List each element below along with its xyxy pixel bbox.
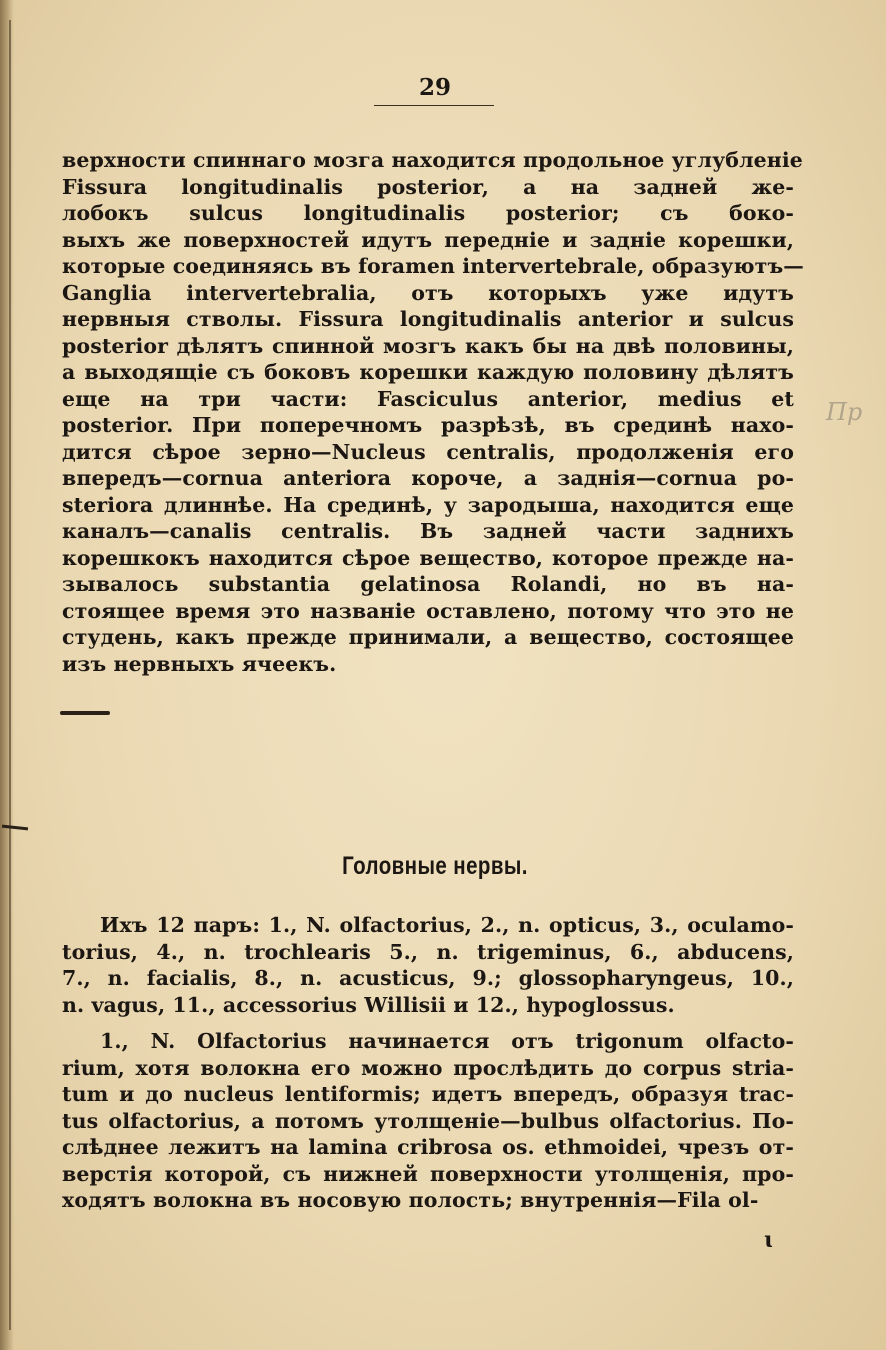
text-line: зывалось substantia gelatinosa Rolandi, но въ на- <box>62 572 794 596</box>
text-line: верхности спиннаго мозга находится продольное углубленiе <box>62 148 803 172</box>
text-line: posterior дѣлятъ спинной мозгъ какъ бы на двѣ половины, <box>62 333 794 358</box>
section-end-dash <box>60 711 110 715</box>
text-line: torius, 4., n. trochlearis 5., n. trigeminus, 6., abducens, <box>62 939 794 964</box>
text-line: Gangliа intervertebralia, отъ которыхъ уже идутъ <box>62 280 794 305</box>
paragraph-spinal-cord <box>62 147 804 677</box>
text-line: верстiя которой, съ нижней поверхности утолщенiя, про- <box>62 1161 794 1186</box>
pencil-margin-note: Пр <box>826 398 863 426</box>
paragraph-cranial-nerves-list <box>62 912 794 1018</box>
text-line: а выходящiе съ боковъ корешки каждую половину дѣлятъ <box>62 360 794 384</box>
text-line: 1., N. Olfactorius начинается отъ trigonum olfacto- <box>100 1029 794 1053</box>
text-line: tus olfactorius, а потомъ утолщенiе—bulbus olfactorius. По- <box>62 1108 794 1133</box>
section-heading: Головные нервы. <box>342 852 528 880</box>
text-line: лобокъ sulcus longitudinalis posterior; съ боко- <box>62 201 794 225</box>
text-line: n. vagus, 11., accessorius Willisii и 12., hypoglossus. <box>62 992 675 1017</box>
text-line: выхъ же поверхностей идутъ переднiе и заднiе корешки, <box>62 227 794 252</box>
text-line: tum и до nucleus lentiformis; идетъ впередъ, образуя trac- <box>62 1082 794 1106</box>
text-line: впередъ—cornua anteriora короче, а заднiя—cornua po- <box>62 466 795 490</box>
page-left-rule <box>9 20 11 1330</box>
text-line: каналъ—canalis centralis. Въ задней части заднихъ <box>62 519 794 543</box>
page-binding-edge <box>0 0 14 1350</box>
ink-margin-mark: ɩ <box>764 1227 773 1253</box>
text-line: нервныя стволы. Fissura longitudinalis anterior и sulcus <box>62 307 794 331</box>
page-number-rule <box>374 105 494 106</box>
text-line: корешкокъ находится сѣрое вещество, которое прежде на- <box>62 545 794 570</box>
text-line: 7., n. facialis, 8., n. acusticus, 9.; glossopharyngeus, 10., <box>62 966 794 990</box>
text-line: Fissura longitudinalis posterior, а на задней же- <box>62 174 794 199</box>
text-line: студень, какъ прежде принимали, а вещество, состоящее <box>62 625 794 649</box>
text-line: ходятъ волокна въ носовую полость; внутреннiя—Fila ol- <box>62 1188 759 1212</box>
text-line: еще на три части: Fasciculus anterior, medius et <box>62 386 794 411</box>
text-line: которые соединяясь въ foramen intervertebrale, образуютъ— <box>62 254 804 278</box>
page-number: 29 <box>418 74 451 101</box>
text-line: rium, хотя волокна его можно прослѣдить до corpus stria- <box>62 1055 794 1080</box>
text-line: дится сѣрое зерно—Nucleus centralis, продолженiя его <box>62 439 794 464</box>
text-line: изъ нервныхъ ячеекъ. <box>62 651 337 676</box>
text-line: Ихъ 12 паръ: 1., N. olfactorius, 2., n. opticus, 3., oculamo- <box>100 913 794 937</box>
text-line: стоящее время это названiе оставлено, потому что это не <box>62 598 794 623</box>
paragraph-olfactorius <box>62 1028 794 1214</box>
text-line: posterior. При поперечномъ разрѣзѣ, въ срединѣ нахо- <box>62 413 794 437</box>
text-line: слѣднее лежитъ на lamina cribrosa os. ethmoidei, чрезъ от- <box>62 1135 794 1159</box>
text-line: steriora длиннѣе. На срединѣ, у зародыша, находится еще <box>62 492 794 517</box>
